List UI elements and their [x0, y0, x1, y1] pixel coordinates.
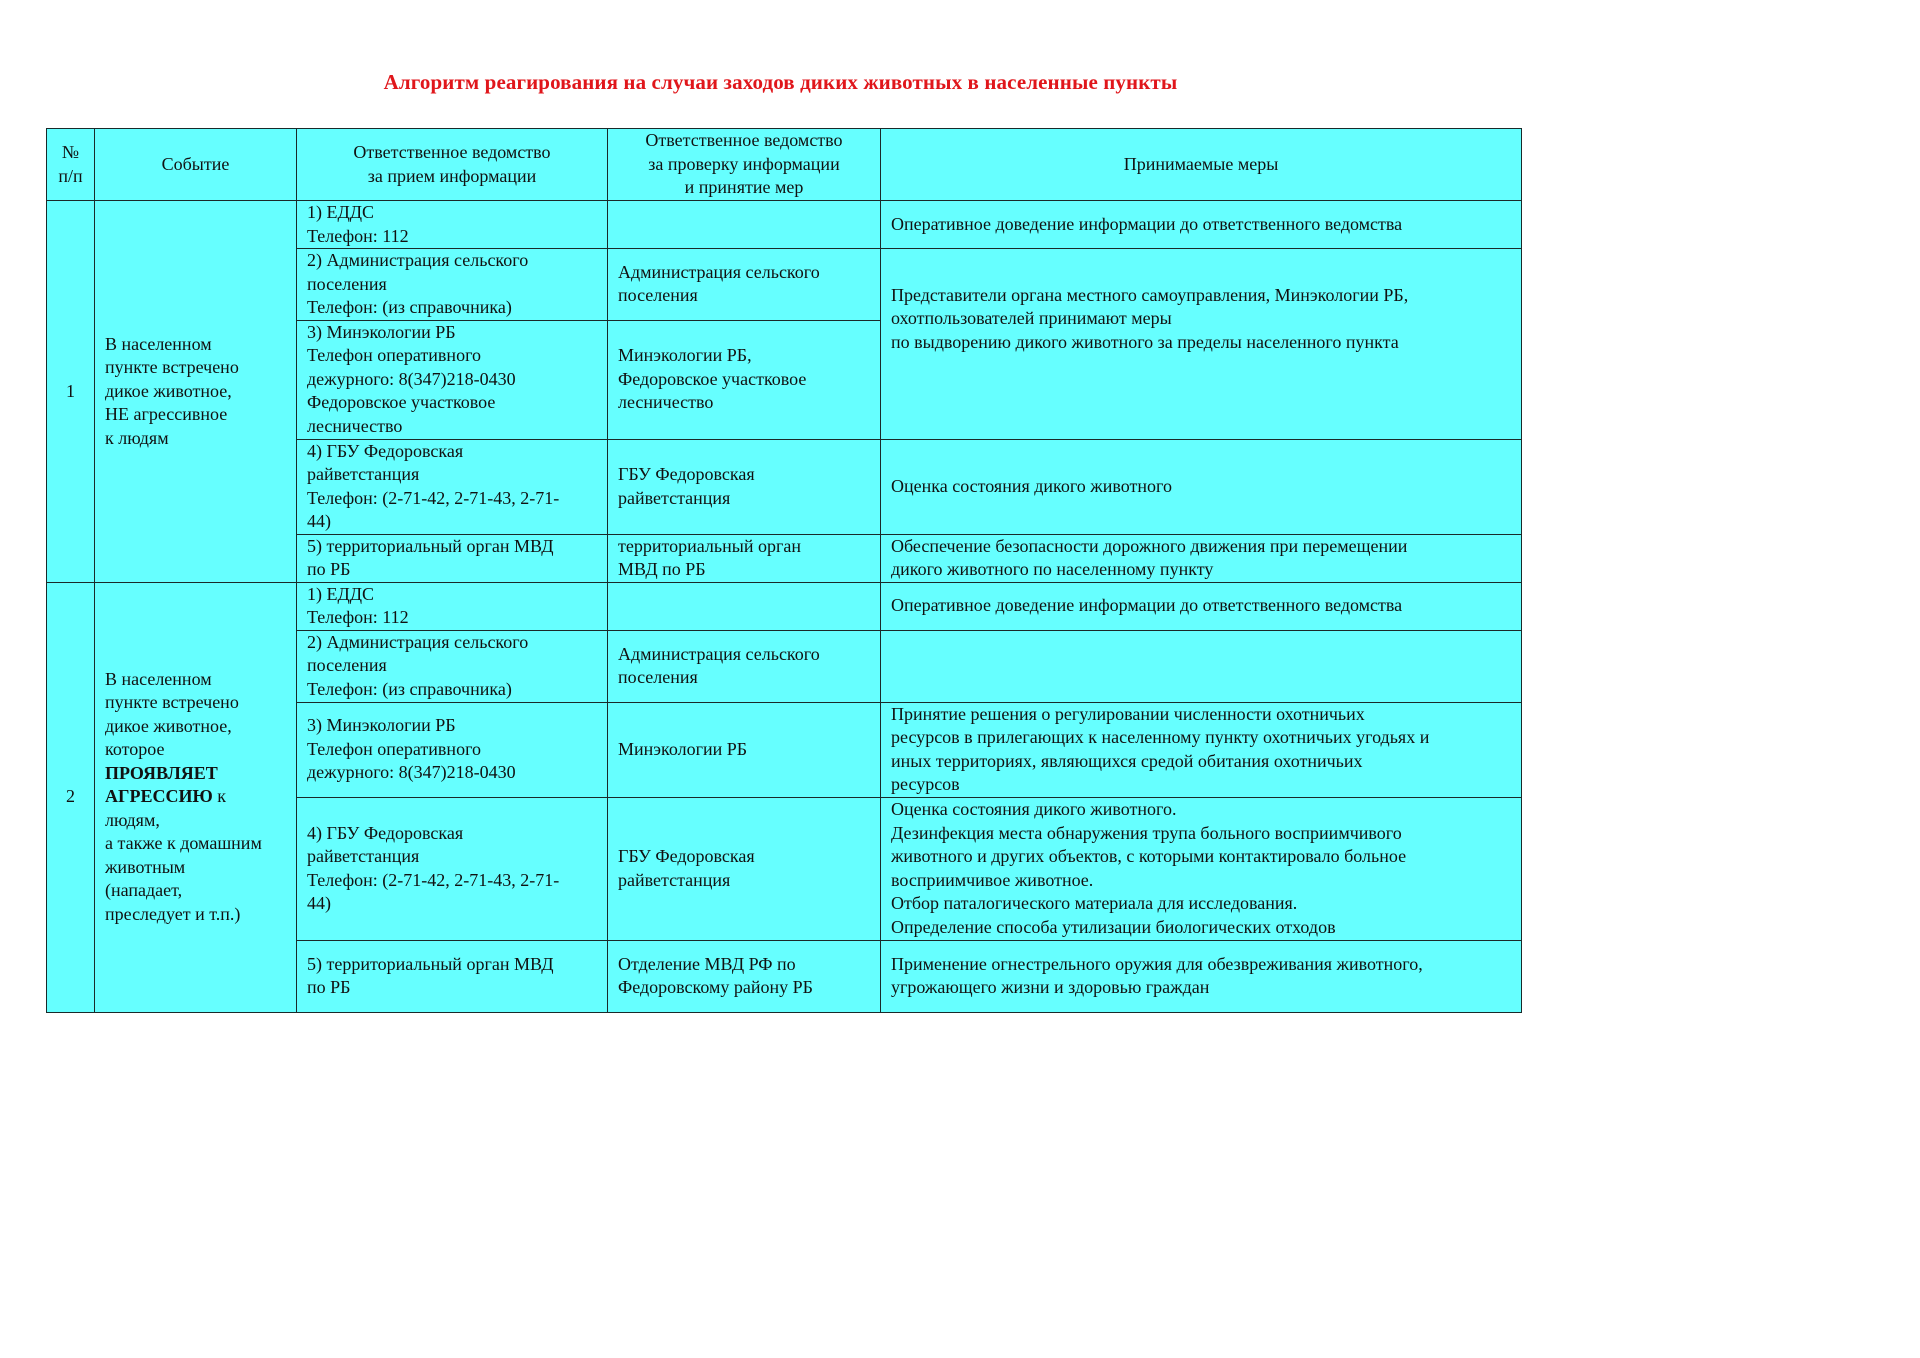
- checker-line: Отделение МВД РФ по: [618, 953, 796, 974]
- event-line: пункте встречено: [105, 357, 239, 377]
- checker-cell: [608, 439, 881, 534]
- receiver-line: 44): [307, 893, 331, 913]
- response-algorithm-table: [46, 128, 1522, 1013]
- checker-cell: [608, 797, 881, 940]
- receiver-line: лесничество: [307, 415, 403, 436]
- document-title: Алгоритм реагирования на случаи заходов диких животных в населенные пункты: [383, 70, 1178, 94]
- checker-cell: [608, 320, 881, 439]
- measures-line: Оперативное доведение информации до ответственного ведомства: [891, 595, 1403, 616]
- measures-cell: [881, 940, 1522, 1012]
- checker-line: Администрация сельского: [618, 643, 820, 664]
- receiver-line: дежурного: 8(347)218-0430: [307, 368, 516, 389]
- measures-line: Оценка состояния дикого животного: [891, 475, 1172, 496]
- receiver-line: 1) ЕДДС: [307, 583, 375, 604]
- measures-line: угрожающего жизни и здоровью граждан: [891, 977, 1210, 997]
- header-checker-line: за проверку информации: [648, 153, 840, 174]
- measures-line: дикого животного по населенному пункту: [891, 559, 1214, 579]
- receiver-line: 4) ГБУ Федоровская: [307, 822, 464, 843]
- measures-cell: [881, 201, 1522, 249]
- checker-line: Администрация сельского: [618, 261, 820, 282]
- measures-cell: [881, 534, 1522, 582]
- event-emphasis: ПРОЯВЛЯЕТ: [105, 762, 218, 783]
- measures-cell: [881, 582, 1522, 630]
- event-line: НЕ агрессивное: [105, 404, 228, 424]
- measures-line: восприимчивое животное.: [891, 869, 1094, 890]
- header-number-line: №: [61, 142, 80, 162]
- checker-line: поселения: [618, 667, 698, 687]
- measures-line: ресурсов: [891, 774, 960, 794]
- checker-line: территориальный орган: [618, 535, 801, 556]
- checker-line: Минэкологии РБ,: [618, 345, 752, 366]
- event-line: к людям: [105, 427, 169, 448]
- receiver-line: Телефон оперативного: [307, 738, 481, 759]
- checker-line: Минэкологии РБ: [618, 738, 748, 759]
- receiver-line: по РБ: [307, 559, 351, 579]
- header-receiver-line: за прием информации: [367, 165, 537, 186]
- measures-line: Определение способа утилизации биологических отходов: [891, 916, 1336, 937]
- event-line: (нападает,: [105, 880, 183, 901]
- header-checker-line: Ответственное ведомство: [645, 130, 843, 151]
- event-line: преследует и т.п.): [105, 903, 241, 924]
- event-line: а также к домашним: [105, 833, 262, 854]
- event-line: В населенном: [105, 333, 212, 354]
- receiver-line: Телефон: (из справочника): [307, 678, 512, 699]
- checker-cell: [608, 702, 881, 797]
- receiver-cell: [297, 249, 608, 321]
- measures-line: Принятие решения о регулировании численности охотничьих: [891, 703, 1365, 724]
- event-line: [105, 785, 286, 809]
- checker-line: ГБУ Федоровская: [618, 846, 755, 866]
- measures-line: по выдворению дикого животного за пределы населенного пункта: [891, 331, 1399, 352]
- measures-line: Оценка состояния дикого животного.: [891, 799, 1177, 819]
- checker-cell: [608, 940, 881, 1012]
- measures-line: охотпользователей принимают меры: [891, 308, 1172, 328]
- checker-line: МВД по РБ: [618, 559, 706, 579]
- receiver-line: 44): [307, 511, 331, 531]
- receiver-line: Телефон оперативного: [307, 345, 481, 366]
- receiver-line: райветстанция: [307, 464, 420, 484]
- header-event: Событие: [95, 129, 297, 201]
- checker-cell: [608, 630, 881, 702]
- measures-line: иных территориях, являющихся средой обитания охотничьих: [891, 750, 1363, 771]
- receiver-line: 5) территориальный орган МВД: [307, 535, 554, 556]
- table-row: [47, 201, 1522, 249]
- receiver-cell: [297, 630, 608, 702]
- row-number: 1: [47, 201, 95, 583]
- header-receiver-line: Ответственное ведомство: [353, 142, 551, 162]
- receiver-cell: [297, 439, 608, 534]
- row-number: 2: [47, 582, 95, 1012]
- receiver-line: 2) Администрация сельского: [307, 631, 529, 652]
- measures-cell: [881, 249, 1522, 440]
- measures-line: Дезинфекция места обнаружения трупа больного восприимчивого: [891, 822, 1402, 843]
- measures-cell: [881, 702, 1522, 797]
- measures-cell: [881, 797, 1522, 940]
- receiver-line: 3) Минэкологии РБ: [307, 321, 456, 342]
- header-number-line: п/п: [58, 165, 83, 186]
- receiver-cell: [297, 201, 608, 249]
- checker-line: Федоровскому району РБ: [618, 977, 813, 997]
- event-line: животным: [105, 856, 186, 877]
- receiver-line: поселения: [307, 655, 387, 676]
- receiver-line: Телефон: 112: [307, 607, 409, 627]
- measures-line: Применение огнестрельного оружия для обезвреживания животного,: [891, 953, 1423, 974]
- receiver-line: 1) ЕДДС: [307, 202, 375, 222]
- receiver-cell: [297, 797, 608, 940]
- header-checker: [608, 129, 881, 201]
- receiver-line: 2) Администрация сельского: [307, 250, 529, 270]
- receiver-line: дежурного: 8(347)218-0430: [307, 762, 516, 783]
- receiver-line: 4) ГБУ Федоровская: [307, 440, 464, 461]
- measures-line: Отбор паталогического материала для исследования.: [891, 893, 1298, 913]
- receiver-cell: [297, 940, 608, 1012]
- event-line: дикое животное,: [105, 380, 232, 401]
- measures-cell: [881, 630, 1522, 702]
- receiver-line: Телефон: 112: [307, 225, 409, 246]
- receiver-line: по РБ: [307, 977, 351, 997]
- receiver-cell: [297, 702, 608, 797]
- receiver-line: Телефон: (из справочника): [307, 297, 512, 317]
- event-line: дикое животное,: [105, 715, 232, 736]
- header-checker-line: и принятие мер: [684, 177, 804, 198]
- checker-line: Федоровское участковое: [618, 368, 807, 389]
- measures-line: Оперативное доведение информации до ответственного ведомства: [891, 213, 1403, 234]
- measures-cell: [881, 439, 1522, 534]
- receiver-line: 3) Минэкологии РБ: [307, 715, 456, 736]
- table-header-row: [47, 129, 1522, 201]
- receiver-cell: [297, 582, 608, 630]
- measures-line: Обеспечение безопасности дорожного движения при перемещении: [891, 535, 1408, 556]
- checker-cell: [608, 582, 881, 630]
- receiver-line: райветстанция: [307, 846, 420, 866]
- receiver-line: поселения: [307, 273, 387, 294]
- checker-line: ГБУ Федоровская: [618, 464, 755, 484]
- measures-line: животного и других объектов, с которыми контактировало больное: [891, 846, 1407, 866]
- checker-cell: [608, 201, 881, 249]
- checker-line: райветстанция: [618, 487, 731, 508]
- checker-cell: [608, 534, 881, 582]
- event-description: [95, 201, 297, 583]
- receiver-line: 5) территориальный орган МВД: [307, 953, 554, 974]
- event-line: людям,: [105, 809, 160, 830]
- header-receiver: [297, 129, 608, 201]
- receiver-line: Федоровское участковое: [307, 392, 496, 413]
- measures-line: ресурсов в прилегающих к населенному пункту охотничьих угодьях и: [891, 727, 1430, 747]
- event-description: [95, 582, 297, 1012]
- event-line: В населенном: [105, 668, 212, 689]
- event-line: которое: [105, 739, 165, 760]
- receiver-cell: [297, 320, 608, 439]
- header-number: [47, 129, 95, 201]
- event-emphasis: АГРЕССИЮ: [105, 786, 213, 807]
- receiver-line: Телефон: (2-71-42, 2-71-43, 2-71-: [307, 869, 560, 890]
- checker-line: поселения: [618, 285, 698, 306]
- checker-line: райветстанция: [618, 869, 731, 890]
- checker-line: лесничество: [618, 392, 714, 413]
- table-row: [47, 582, 1522, 630]
- measures-line: Представители органа местного самоуправления, Минэкологии РБ,: [891, 284, 1409, 305]
- event-line: пункте встречено: [105, 692, 239, 713]
- receiver-line: Телефон: (2-71-42, 2-71-43, 2-71-: [307, 487, 560, 508]
- event-text: к: [212, 786, 226, 807]
- checker-cell: [608, 249, 881, 321]
- header-measures: Принимаемые меры: [881, 129, 1522, 201]
- receiver-cell: [297, 534, 608, 582]
